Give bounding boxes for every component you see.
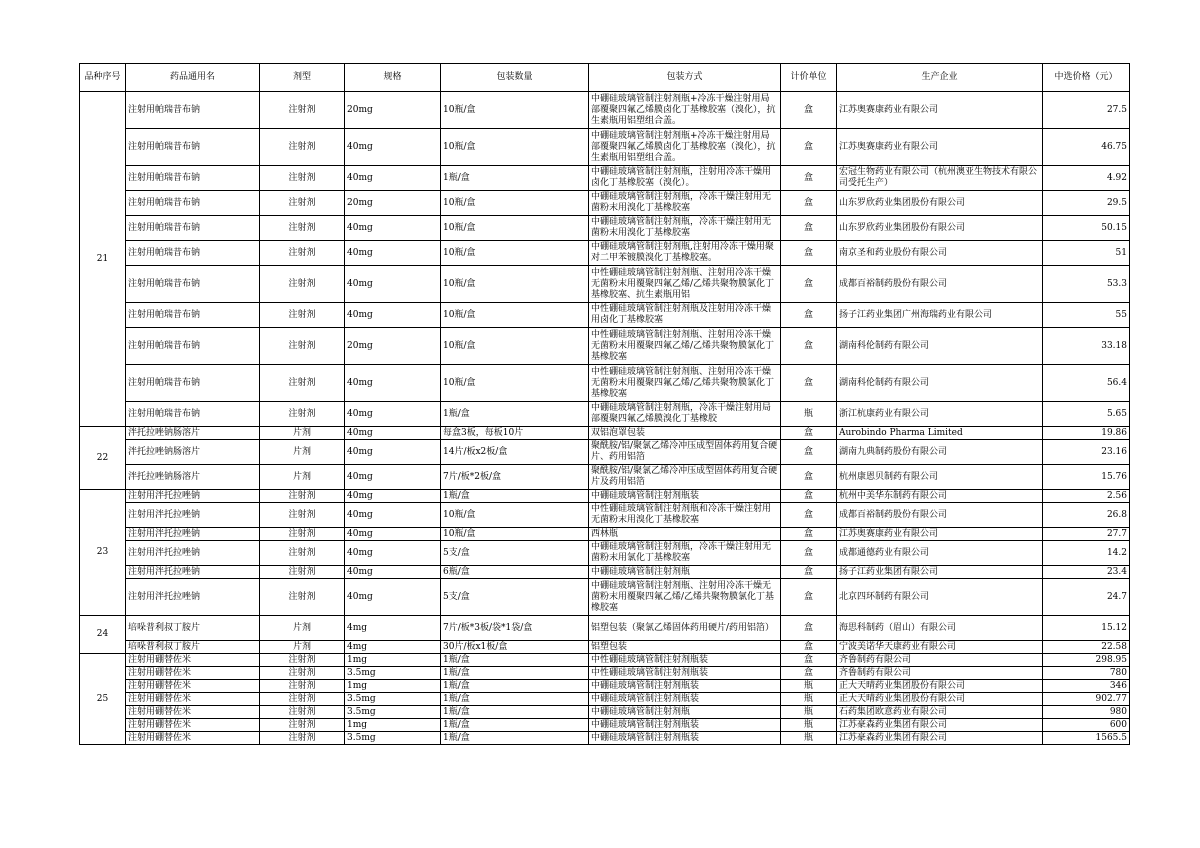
manufacturer-cell: 江苏奥赛康药业有限公司 xyxy=(837,92,1043,129)
dosage-form-cell: 注射剂 xyxy=(260,402,345,427)
quantity-cell: 10瓶/盒 xyxy=(441,266,589,303)
table-row xyxy=(80,566,1130,579)
group-number-cell: 23 xyxy=(80,490,126,616)
spec-cell: 40mg xyxy=(345,440,441,465)
dosage-form-cell: 片剂 xyxy=(260,427,345,440)
manufacturer-cell: 杭州中美华东制药有限公司 xyxy=(837,490,1043,503)
drug-name-cell: 注射用帕瑞昔布钠 xyxy=(126,328,260,365)
drug-name-cell: 注射用帕瑞昔布钠 xyxy=(126,365,260,402)
price-cell: 29.5 xyxy=(1043,191,1130,216)
packaging-cell: 中硼硅玻璃管制注射剂瓶+冷冻干燥注射用局部覆聚四氟乙烯膜卤化丁基橡胶塞（溴化），抗生素瓶用铝塑组合盖。 xyxy=(589,129,781,166)
packaging-cell: 中硼硅玻璃管制注射剂瓶装 xyxy=(589,490,781,503)
packaging-cell: 中硼硅玻璃管制注射剂瓶装 xyxy=(589,719,781,732)
drug-name-cell: 注射用泮托拉唑钠 xyxy=(126,566,260,579)
quantity-cell: 10瓶/盒 xyxy=(441,216,589,241)
spec-cell: 40mg xyxy=(345,427,441,440)
price-cell: 780 xyxy=(1043,667,1130,680)
dosage-form-cell: 注射剂 xyxy=(260,654,345,667)
table-row xyxy=(80,693,1130,706)
unit-cell: 瓶 xyxy=(781,706,837,719)
quantity-cell: 10瓶/盒 xyxy=(441,365,589,402)
drug-name-cell: 泮托拉唑钠肠溶片 xyxy=(126,427,260,440)
unit-cell: 盒 xyxy=(781,465,837,490)
manufacturer-cell: 江苏奥赛康药业有限公司 xyxy=(837,528,1043,541)
dosage-form-cell: 片剂 xyxy=(260,616,345,641)
unit-cell: 盒 xyxy=(781,365,837,402)
quantity-cell: 1瓶/盒 xyxy=(441,667,589,680)
manufacturer-cell: 成都百裕制药股份有限公司 xyxy=(837,503,1043,528)
drug-name-cell: 培哚普利叔丁胺片 xyxy=(126,616,260,641)
dosage-form-cell: 注射剂 xyxy=(260,541,345,566)
quantity-cell: 1瓶/盒 xyxy=(441,680,589,693)
table-row xyxy=(80,216,1130,241)
spec-cell: 40mg xyxy=(345,216,441,241)
quantity-cell: 1瓶/盒 xyxy=(441,719,589,732)
price-cell: 2.56 xyxy=(1043,490,1130,503)
drug-name-cell: 注射用泮托拉唑钠 xyxy=(126,528,260,541)
price-cell: 26.8 xyxy=(1043,503,1130,528)
quantity-cell: 1瓶/盒 xyxy=(441,732,589,745)
unit-cell: 盒 xyxy=(781,566,837,579)
drug-name-cell: 泮托拉唑钠肠溶片 xyxy=(126,440,260,465)
drug-name-cell: 注射用硼替佐米 xyxy=(126,706,260,719)
packaging-cell: 聚酰胺/铝/聚氯乙烯冷冲压成型固体药用复合硬片及药用铝箔 xyxy=(589,465,781,490)
packaging-cell: 中性硼硅玻璃管制注射剂瓶装 xyxy=(589,667,781,680)
manufacturer-cell: 海思科制药（眉山）有限公司 xyxy=(837,616,1043,641)
spec-cell: 40mg xyxy=(345,528,441,541)
dosage-form-cell: 片剂 xyxy=(260,641,345,654)
packaging-cell: 中硼硅玻璃管制注射剂瓶,注射用冷冻干燥用聚对二甲苯镀膜溴化丁基橡胶塞。 xyxy=(589,241,781,266)
manufacturer-cell: 成都百裕制药股份有限公司 xyxy=(837,266,1043,303)
drug-name-cell: 注射用帕瑞昔布钠 xyxy=(126,303,260,328)
dosage-form-cell: 注射剂 xyxy=(260,528,345,541)
packaging-cell: 中性硼硅玻璃管制注射剂瓶、注射用冷冻干燥无菌粉末用覆聚四氟乙烯/乙烯共聚物膜氯化丁基橡胶塞 xyxy=(589,328,781,365)
quantity-cell: 10瓶/盒 xyxy=(441,92,589,129)
dosage-form-cell: 注射剂 xyxy=(260,693,345,706)
dosage-form-cell: 注射剂 xyxy=(260,365,345,402)
dosage-form-cell: 注射剂 xyxy=(260,503,345,528)
manufacturer-cell: 宏冠生物药业有限公司（杭州澳亚生物技术有限公司受托生产） xyxy=(837,166,1043,191)
group-number-cell: 21 xyxy=(80,92,126,427)
unit-cell: 盒 xyxy=(781,616,837,641)
price-cell: 51 xyxy=(1043,241,1130,266)
table-row xyxy=(80,616,1130,641)
quantity-cell: 1瓶/盒 xyxy=(441,490,589,503)
table-body xyxy=(80,92,1130,745)
drug-name-cell: 注射用硼替佐米 xyxy=(126,693,260,706)
drug-name-cell: 注射用泮托拉唑钠 xyxy=(126,490,260,503)
spec-cell: 3.5mg xyxy=(345,706,441,719)
table-row xyxy=(80,667,1130,680)
drug-name-cell: 注射用泮托拉唑钠 xyxy=(126,503,260,528)
unit-cell: 盒 xyxy=(781,216,837,241)
price-cell: 23.16 xyxy=(1043,440,1130,465)
header-cell: 药品通用名 xyxy=(126,64,260,92)
unit-cell: 盒 xyxy=(781,241,837,266)
price-cell: 50.15 xyxy=(1043,216,1130,241)
packaging-cell: 中性硼硅玻璃管制注射剂瓶及注射用冷冻干燥用卤化丁基橡胶塞 xyxy=(589,303,781,328)
packaging-cell: 中硼硅玻璃管制注射剂瓶，冷冻干燥注射用无菌粉末用溴化丁基橡胶塞 xyxy=(589,191,781,216)
unit-cell: 盒 xyxy=(781,490,837,503)
dosage-form-cell: 注射剂 xyxy=(260,706,345,719)
manufacturer-cell: 山东罗欣药业集团股份有限公司 xyxy=(837,216,1043,241)
dosage-form-cell: 注射剂 xyxy=(260,241,345,266)
drug-name-cell: 注射用硼替佐米 xyxy=(126,667,260,680)
price-cell: 980 xyxy=(1043,706,1130,719)
table-row xyxy=(80,129,1130,166)
packaging-cell: 中硼硅玻璃管制注射剂瓶 xyxy=(589,706,781,719)
manufacturer-cell: 湖南科伦制药有限公司 xyxy=(837,328,1043,365)
spec-cell: 40mg xyxy=(345,579,441,616)
quantity-cell: 1瓶/盒 xyxy=(441,166,589,191)
unit-cell: 瓶 xyxy=(781,732,837,745)
price-cell: 27.7 xyxy=(1043,528,1130,541)
spec-cell: 3.5mg xyxy=(345,732,441,745)
table-row xyxy=(80,365,1130,402)
quantity-cell: 1瓶/盒 xyxy=(441,654,589,667)
dosage-form-cell: 注射剂 xyxy=(260,166,345,191)
spec-cell: 1mg xyxy=(345,719,441,732)
header-cell: 品种序号 xyxy=(80,64,126,92)
price-cell: 46.75 xyxy=(1043,129,1130,166)
price-cell: 55 xyxy=(1043,303,1130,328)
price-cell: 14.2 xyxy=(1043,541,1130,566)
quantity-cell: 1瓶/盒 xyxy=(441,402,589,427)
manufacturer-cell: Aurobindo Pharma Limited xyxy=(837,427,1043,440)
price-cell: 15.12 xyxy=(1043,616,1130,641)
table-row xyxy=(80,579,1130,616)
table-row xyxy=(80,402,1130,427)
price-cell: 53.3 xyxy=(1043,266,1130,303)
packaging-cell: 中硼硅玻璃管制注射剂瓶装 xyxy=(589,680,781,693)
dosage-form-cell: 注射剂 xyxy=(260,216,345,241)
quantity-cell: 10瓶/盒 xyxy=(441,129,589,166)
dosage-form-cell: 注射剂 xyxy=(260,266,345,303)
dosage-form-cell: 注射剂 xyxy=(260,667,345,680)
manufacturer-cell: 南京圣和药业股份有限公司 xyxy=(837,241,1043,266)
unit-cell: 盒 xyxy=(781,427,837,440)
manufacturer-cell: 齐鲁制药有限公司 xyxy=(837,667,1043,680)
spec-cell: 40mg xyxy=(345,402,441,427)
table-row xyxy=(80,541,1130,566)
manufacturer-cell: 湖南科伦制药有限公司 xyxy=(837,365,1043,402)
packaging-cell: 双铝泡罩包装 xyxy=(589,427,781,440)
packaging-cell: 中硼硅玻璃管制注射剂瓶，冷冻干燥注射用无菌粉末用氯化丁基橡胶塞 xyxy=(589,541,781,566)
price-cell: 23.4 xyxy=(1043,566,1130,579)
quantity-cell: 10瓶/盒 xyxy=(441,528,589,541)
manufacturer-cell: 扬子江药业集团广州海瑞药业有限公司 xyxy=(837,303,1043,328)
packaging-cell: 中硼硅玻璃管制注射剂瓶，冷冻干燥注射用无菌粉末用溴化丁基橡胶塞 xyxy=(589,216,781,241)
unit-cell: 盒 xyxy=(781,191,837,216)
table-row xyxy=(80,641,1130,654)
spec-cell: 40mg xyxy=(345,490,441,503)
manufacturer-cell: 杭州康恩贝制药有限公司 xyxy=(837,465,1043,490)
header-cell: 剂型 xyxy=(260,64,345,92)
packaging-cell: 中性硼硅玻璃管制注射剂瓶、注射用冷冻干燥无菌粉末用覆聚四氟乙烯/乙烯共聚物膜氯化丁基橡胶塞 xyxy=(589,365,781,402)
unit-cell: 盒 xyxy=(781,641,837,654)
table-row xyxy=(80,266,1130,303)
table-row xyxy=(80,328,1130,365)
packaging-cell: 中硼硅玻璃管制注射剂瓶，冷冻干燥注射用局部覆聚四氟乙烯膜溴化丁基橡胶 xyxy=(589,402,781,427)
drug-name-cell: 注射用帕瑞昔布钠 xyxy=(126,166,260,191)
dosage-form-cell: 注射剂 xyxy=(260,328,345,365)
quantity-cell: 5支/盒 xyxy=(441,579,589,616)
price-cell: 22.58 xyxy=(1043,641,1130,654)
manufacturer-cell: 宁波美诺华天康药业有限公司 xyxy=(837,641,1043,654)
spec-cell: 40mg xyxy=(345,465,441,490)
dosage-form-cell: 注射剂 xyxy=(260,191,345,216)
header-row xyxy=(80,64,1130,92)
drug-name-cell: 注射用泮托拉唑钠 xyxy=(126,579,260,616)
price-cell: 600 xyxy=(1043,719,1130,732)
spec-cell: 1mg xyxy=(345,680,441,693)
table-row xyxy=(80,427,1130,440)
price-cell: 1565.5 xyxy=(1043,732,1130,745)
price-cell: 15.76 xyxy=(1043,465,1130,490)
manufacturer-cell: 齐鲁制药有限公司 xyxy=(837,654,1043,667)
packaging-cell: 铝塑包装（聚氯乙烯固体药用硬片/药用铝箔） xyxy=(589,616,781,641)
header-cell: 规格 xyxy=(345,64,441,92)
unit-cell: 盒 xyxy=(781,654,837,667)
dosage-form-cell: 注射剂 xyxy=(260,719,345,732)
manufacturer-cell: 浙江杭康药业有限公司 xyxy=(837,402,1043,427)
table-row xyxy=(80,166,1130,191)
unit-cell: 瓶 xyxy=(781,719,837,732)
spec-cell: 40mg xyxy=(345,303,441,328)
price-cell: 902.77 xyxy=(1043,693,1130,706)
spec-cell: 3.5mg xyxy=(345,667,441,680)
quantity-cell: 1瓶/盒 xyxy=(441,706,589,719)
spec-cell: 3.5mg xyxy=(345,693,441,706)
table-row xyxy=(80,719,1130,732)
header-cell: 中选价格（元） xyxy=(1043,64,1130,92)
table-row xyxy=(80,503,1130,528)
unit-cell: 盒 xyxy=(781,667,837,680)
manufacturer-cell: 江苏豪森药业集团有限公司 xyxy=(837,732,1043,745)
drug-name-cell: 注射用硼替佐米 xyxy=(126,719,260,732)
price-cell: 27.5 xyxy=(1043,92,1130,129)
unit-cell: 盒 xyxy=(781,503,837,528)
spec-cell: 40mg xyxy=(345,365,441,402)
manufacturer-cell: 北京四环制药有限公司 xyxy=(837,579,1043,616)
unit-cell: 盒 xyxy=(781,328,837,365)
spec-cell: 20mg xyxy=(345,92,441,129)
table-row xyxy=(80,191,1130,216)
unit-cell: 盒 xyxy=(781,440,837,465)
packaging-cell: 中性硼硅玻璃管制注射剂瓶装 xyxy=(589,654,781,667)
spec-cell: 40mg xyxy=(345,129,441,166)
dosage-form-cell: 注射剂 xyxy=(260,732,345,745)
table-row xyxy=(80,490,1130,503)
unit-cell: 盒 xyxy=(781,92,837,129)
quantity-cell: 7片/板*3板/袋*1袋/盒 xyxy=(441,616,589,641)
dosage-form-cell: 注射剂 xyxy=(260,303,345,328)
drug-name-cell: 注射用硼替佐米 xyxy=(126,654,260,667)
drug-name-cell: 注射用硼替佐米 xyxy=(126,680,260,693)
table-row xyxy=(80,680,1130,693)
dosage-form-cell: 片剂 xyxy=(260,440,345,465)
manufacturer-cell: 正大天晴药业集团股份有限公司 xyxy=(837,693,1043,706)
packaging-cell: 中硼硅玻璃管制注射剂瓶+冷冻干燥注射用局部覆聚四氟乙烯膜卤化丁基橡胶塞（溴化），抗生素瓶用铝塑组合盖。 xyxy=(589,92,781,129)
spec-cell: 4mg xyxy=(345,616,441,641)
drug-name-cell: 注射用帕瑞昔布钠 xyxy=(126,191,260,216)
manufacturer-cell: 山东罗欣药业集团股份有限公司 xyxy=(837,191,1043,216)
drug-name-cell: 泮托拉唑钠肠溶片 xyxy=(126,465,260,490)
manufacturer-cell: 成都通德药业有限公司 xyxy=(837,541,1043,566)
manufacturer-cell: 扬子江药业集团有限公司 xyxy=(837,566,1043,579)
price-cell: 19.86 xyxy=(1043,427,1130,440)
dosage-form-cell: 注射剂 xyxy=(260,490,345,503)
dosage-form-cell: 注射剂 xyxy=(260,566,345,579)
unit-cell: 瓶 xyxy=(781,680,837,693)
header-cell: 包装数量 xyxy=(441,64,589,92)
quantity-cell: 14片/板x2板/盒 xyxy=(441,440,589,465)
quantity-cell: 1瓶/盒 xyxy=(441,693,589,706)
spec-cell: 40mg xyxy=(345,266,441,303)
unit-cell: 盒 xyxy=(781,166,837,191)
packaging-cell: 中硼硅玻璃管制注射剂瓶，注射用冷冻干燥用卤化丁基橡胶塞（溴化）。 xyxy=(589,166,781,191)
packaging-cell: 中硼硅玻璃管制注射剂瓶装 xyxy=(589,732,781,745)
unit-cell: 盒 xyxy=(781,266,837,303)
unit-cell: 瓶 xyxy=(781,693,837,706)
drug-name-cell: 注射用帕瑞昔布钠 xyxy=(126,266,260,303)
dosage-form-cell: 注射剂 xyxy=(260,579,345,616)
drug-name-cell: 注射用泮托拉唑钠 xyxy=(126,541,260,566)
table-row xyxy=(80,706,1130,719)
drug-name-cell: 注射用硼替佐米 xyxy=(126,732,260,745)
unit-cell: 盒 xyxy=(781,541,837,566)
packaging-cell: 中性硼硅玻璃管制注射剂瓶和冷冻干燥注射用无菌粉末用溴化丁基橡胶塞 xyxy=(589,503,781,528)
drug-name-cell: 注射用帕瑞昔布钠 xyxy=(126,216,260,241)
spec-cell: 40mg xyxy=(345,503,441,528)
manufacturer-cell: 正大天晴药业集团股份有限公司 xyxy=(837,680,1043,693)
dosage-form-cell: 注射剂 xyxy=(260,680,345,693)
manufacturer-cell: 江苏豪森药业集团有限公司 xyxy=(837,719,1043,732)
table-row xyxy=(80,732,1130,745)
spec-cell: 40mg xyxy=(345,241,441,266)
packaging-cell: 中硼硅玻璃管制注射剂瓶 xyxy=(589,566,781,579)
drug-name-cell: 注射用帕瑞昔布钠 xyxy=(126,92,260,129)
manufacturer-cell: 湖南九典制药股份有限公司 xyxy=(837,440,1043,465)
quantity-cell: 每盒3板，每板10片 xyxy=(441,427,589,440)
price-cell: 4.92 xyxy=(1043,166,1130,191)
table-row xyxy=(80,654,1130,667)
quantity-cell: 5支/盒 xyxy=(441,541,589,566)
table-row xyxy=(80,440,1130,465)
drug-name-cell: 培哚普利叔丁胺片 xyxy=(126,641,260,654)
drug-name-cell: 注射用帕瑞昔布钠 xyxy=(126,402,260,427)
unit-cell: 瓶 xyxy=(781,402,837,427)
price-cell: 298.95 xyxy=(1043,654,1130,667)
spec-cell: 20mg xyxy=(345,191,441,216)
packaging-cell: 聚酰胺/铝/聚氯乙烯冷冲压成型固体药用复合硬片、药用铝箔 xyxy=(589,440,781,465)
unit-cell: 盒 xyxy=(781,579,837,616)
packaging-cell: 中性硼硅玻璃管制注射剂瓶、注射用冷冻干燥无菌粉末用覆聚四氟乙烯/乙烯共聚物膜氯化丁基橡胶塞、抗生素瓶用铝 xyxy=(589,266,781,303)
header-cell: 包装方式 xyxy=(589,64,781,92)
packaging-cell: 铝塑包装 xyxy=(589,641,781,654)
quantity-cell: 10瓶/盒 xyxy=(441,303,589,328)
quantity-cell: 10瓶/盒 xyxy=(441,191,589,216)
price-table xyxy=(79,63,1130,745)
group-number-cell: 25 xyxy=(80,654,126,745)
dosage-form-cell: 片剂 xyxy=(260,465,345,490)
packaging-cell: 中硼硅玻璃管制注射剂瓶、注射用冷冻干燥无菌粉末用覆聚四氟乙烯/乙烯共聚物膜氯化丁基橡胶塞 xyxy=(589,579,781,616)
group-number-cell: 24 xyxy=(80,616,126,654)
table-row xyxy=(80,92,1130,129)
spec-cell: 40mg xyxy=(345,166,441,191)
quantity-cell: 7片/板*2板/盒 xyxy=(441,465,589,490)
price-cell: 33.18 xyxy=(1043,328,1130,365)
quantity-cell: 6瓶/盒 xyxy=(441,566,589,579)
group-number-cell: 22 xyxy=(80,427,126,490)
price-cell: 5.65 xyxy=(1043,402,1130,427)
price-cell: 56.4 xyxy=(1043,365,1130,402)
spec-cell: 1mg xyxy=(345,654,441,667)
manufacturer-cell: 石药集团欧意药业有限公司 xyxy=(837,706,1043,719)
quantity-cell: 10瓶/盒 xyxy=(441,241,589,266)
drug-name-cell: 注射用帕瑞昔布钠 xyxy=(126,129,260,166)
header-cell: 生产企业 xyxy=(837,64,1043,92)
dosage-form-cell: 注射剂 xyxy=(260,129,345,166)
table-row xyxy=(80,241,1130,266)
dosage-form-cell: 注射剂 xyxy=(260,92,345,129)
price-cell: 346 xyxy=(1043,680,1130,693)
spec-cell: 4mg xyxy=(345,641,441,654)
table-row xyxy=(80,303,1130,328)
quantity-cell: 30片/板x1板/盒 xyxy=(441,641,589,654)
manufacturer-cell: 江苏奥赛康药业有限公司 xyxy=(837,129,1043,166)
spec-cell: 40mg xyxy=(345,566,441,579)
packaging-cell: 西林瓶 xyxy=(589,528,781,541)
unit-cell: 盒 xyxy=(781,303,837,328)
table-row xyxy=(80,465,1130,490)
quantity-cell: 10瓶/盒 xyxy=(441,503,589,528)
quantity-cell: 10瓶/盒 xyxy=(441,328,589,365)
packaging-cell: 中硼硅玻璃管制注射剂瓶装 xyxy=(589,693,781,706)
price-cell: 24.7 xyxy=(1043,579,1130,616)
unit-cell: 盒 xyxy=(781,129,837,166)
table-row xyxy=(80,528,1130,541)
header-cell: 计价单位 xyxy=(781,64,837,92)
drug-name-cell: 注射用帕瑞昔布钠 xyxy=(126,241,260,266)
spec-cell: 20mg xyxy=(345,328,441,365)
unit-cell: 盒 xyxy=(781,528,837,541)
spec-cell: 40mg xyxy=(345,541,441,566)
